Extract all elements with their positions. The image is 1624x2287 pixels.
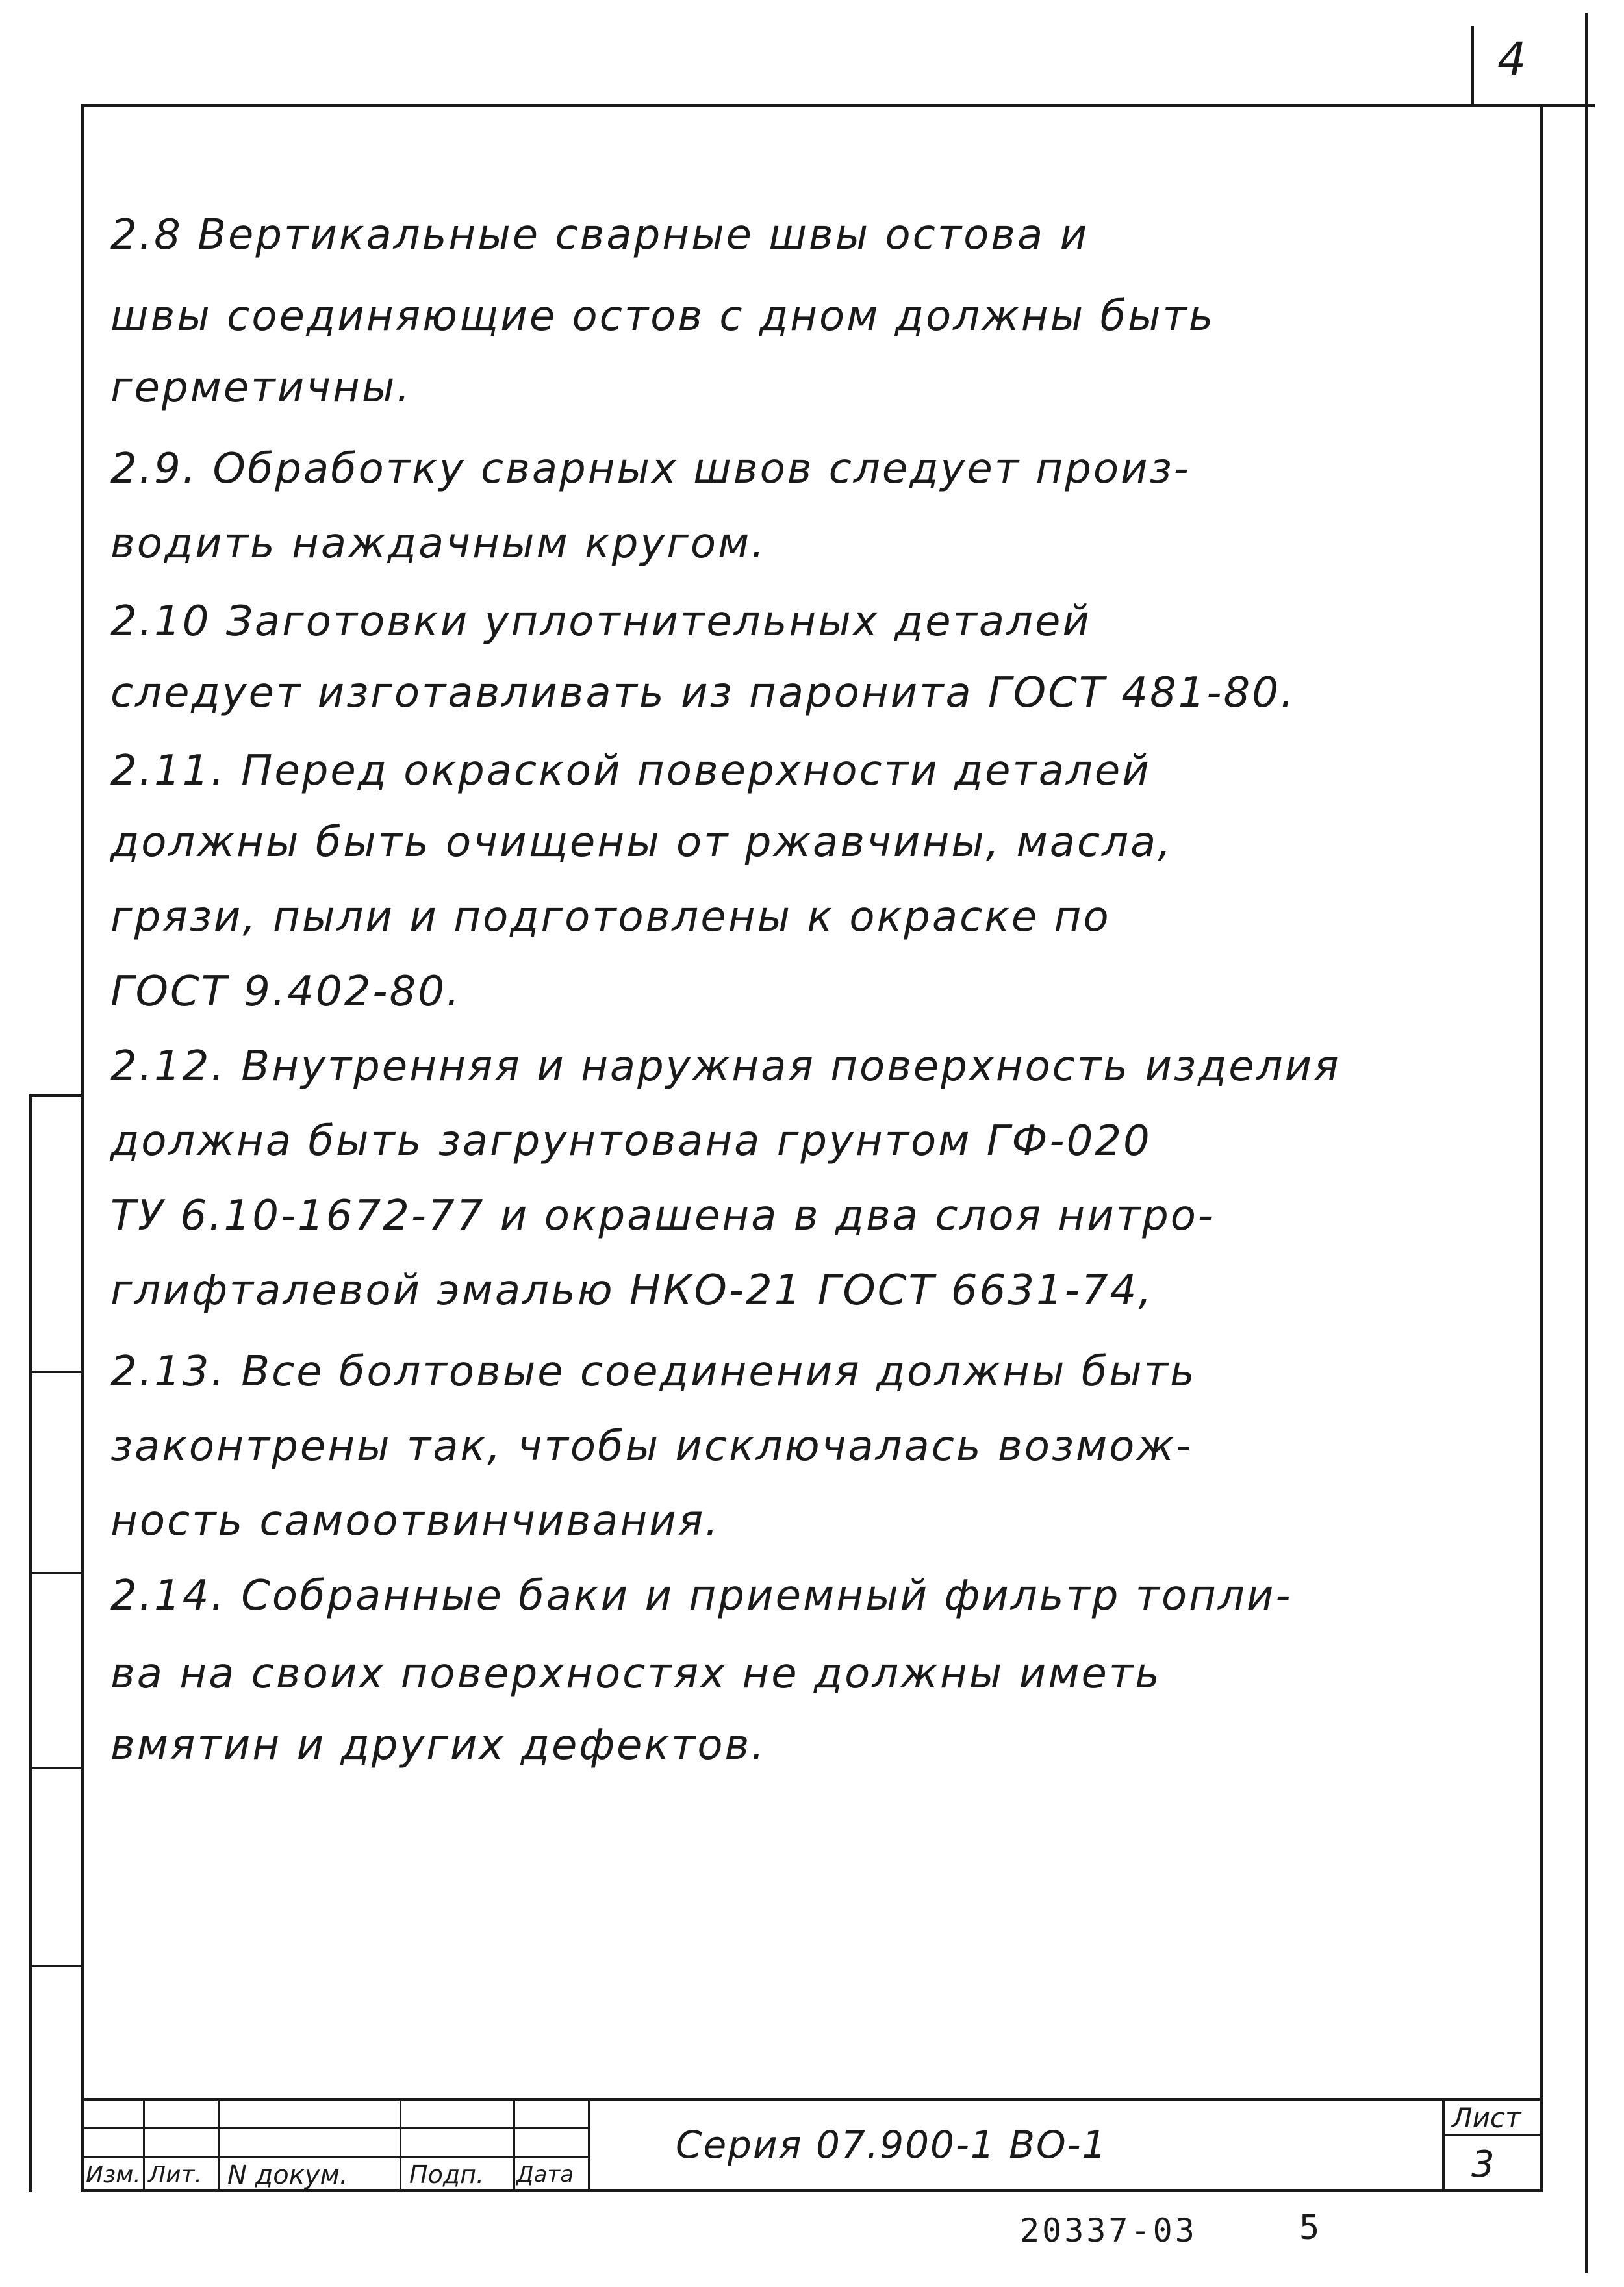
frame-left [81, 104, 84, 2192]
text-line: 2.10 Заготовки уплотнительных деталей [110, 598, 1091, 646]
stamp-top-line [81, 2098, 1543, 2101]
text-line: 2.12. Внутренняя и наружная поверхность изделия [110, 1042, 1341, 1091]
text-line: ность самоотвинчивания. [110, 1497, 720, 1545]
frame-right [1540, 104, 1543, 2192]
sheet-box-left [1442, 2098, 1445, 2192]
sheet-number: 3 [1471, 2143, 1495, 2186]
text-line: водить наждачным кругом. [110, 520, 767, 568]
series-designation: Серия 07.900-1 ВО-1 [676, 2123, 1108, 2167]
text-line: швы соединяющие остов с дном должны быть [110, 292, 1215, 340]
stamp-col-line-4 [513, 2098, 515, 2192]
outer-right-edge [1585, 13, 1588, 2273]
stamp-label-date: Дата [516, 2162, 574, 2188]
text-line: герметичны. [110, 364, 412, 412]
binding-tick-4 [29, 1767, 84, 1769]
footer-page-index: 5 [1299, 2208, 1320, 2247]
text-line: ГОСТ 9.402-80. [110, 968, 462, 1016]
corner-page-number: 4 [1497, 32, 1527, 86]
sheet-box-mid [1442, 2134, 1543, 2136]
text-line: законтрены так, чтобы исключалась возмож- [110, 1422, 1193, 1471]
text-line: вмятин и других дефектов. [110, 1721, 767, 1769]
text-line: должны быть очищены от ржавчины, масла, [110, 818, 1173, 866]
stamp-row-line-2 [81, 2156, 588, 2158]
binding-tick-3 [29, 1572, 84, 1574]
stamp-row-line-1 [81, 2127, 588, 2129]
footer-doc-number: 20337-03 [1020, 2212, 1197, 2249]
stamp-label-doc-number: N докум. [227, 2160, 348, 2190]
text-line: должна быть загрунтована грунтом ГФ-020 [110, 1117, 1152, 1165]
stamp-label-signature: Подп. [409, 2160, 485, 2189]
text-line: 2.11. Перед окраской поверхности деталей [110, 747, 1151, 795]
sheet-label: Лист [1452, 2102, 1521, 2134]
stamp-col-line-1 [143, 2098, 145, 2192]
stamp-col-line-2 [218, 2098, 220, 2192]
binding-strip-line [29, 1094, 32, 2192]
text-line: грязи, пыли и подготовлены к окраске по [110, 893, 1111, 941]
text-line: ТУ 6.10-1672-77 и окрашена в два слоя нитро- [110, 1192, 1215, 1240]
text-line: 2.14. Собранные баки и приемный фильтр топли- [110, 1572, 1293, 1620]
stamp-col-line-3 [400, 2098, 401, 2192]
binding-tick-2 [29, 1371, 84, 1373]
text-line: ва на своих поверхностях не должны иметь [110, 1650, 1161, 1698]
binding-tick-5 [29, 1965, 84, 1967]
text-line: следует изготавливать из паронита ГОСТ 481-80. [110, 669, 1296, 717]
frame-top [81, 104, 1595, 107]
stamp-col-line-5 [588, 2098, 590, 2192]
binding-tick-1 [29, 1094, 84, 1097]
stamp-label-lit: Лит. [148, 2162, 202, 2188]
text-line: глифталевой эмалью НКО-21 ГОСТ 6631-74, [110, 1267, 1154, 1315]
stamp-label-izm: Изм. [86, 2162, 141, 2188]
text-line: 2.13. Все болтовые соединения должны быть [110, 1348, 1197, 1396]
text-line: 2.8 Вертикальные сварные швы остова и [110, 211, 1089, 259]
text-line: 2.9. Обработку сварных швов следует произ- [110, 445, 1191, 493]
corner-box-divider [1471, 26, 1474, 107]
